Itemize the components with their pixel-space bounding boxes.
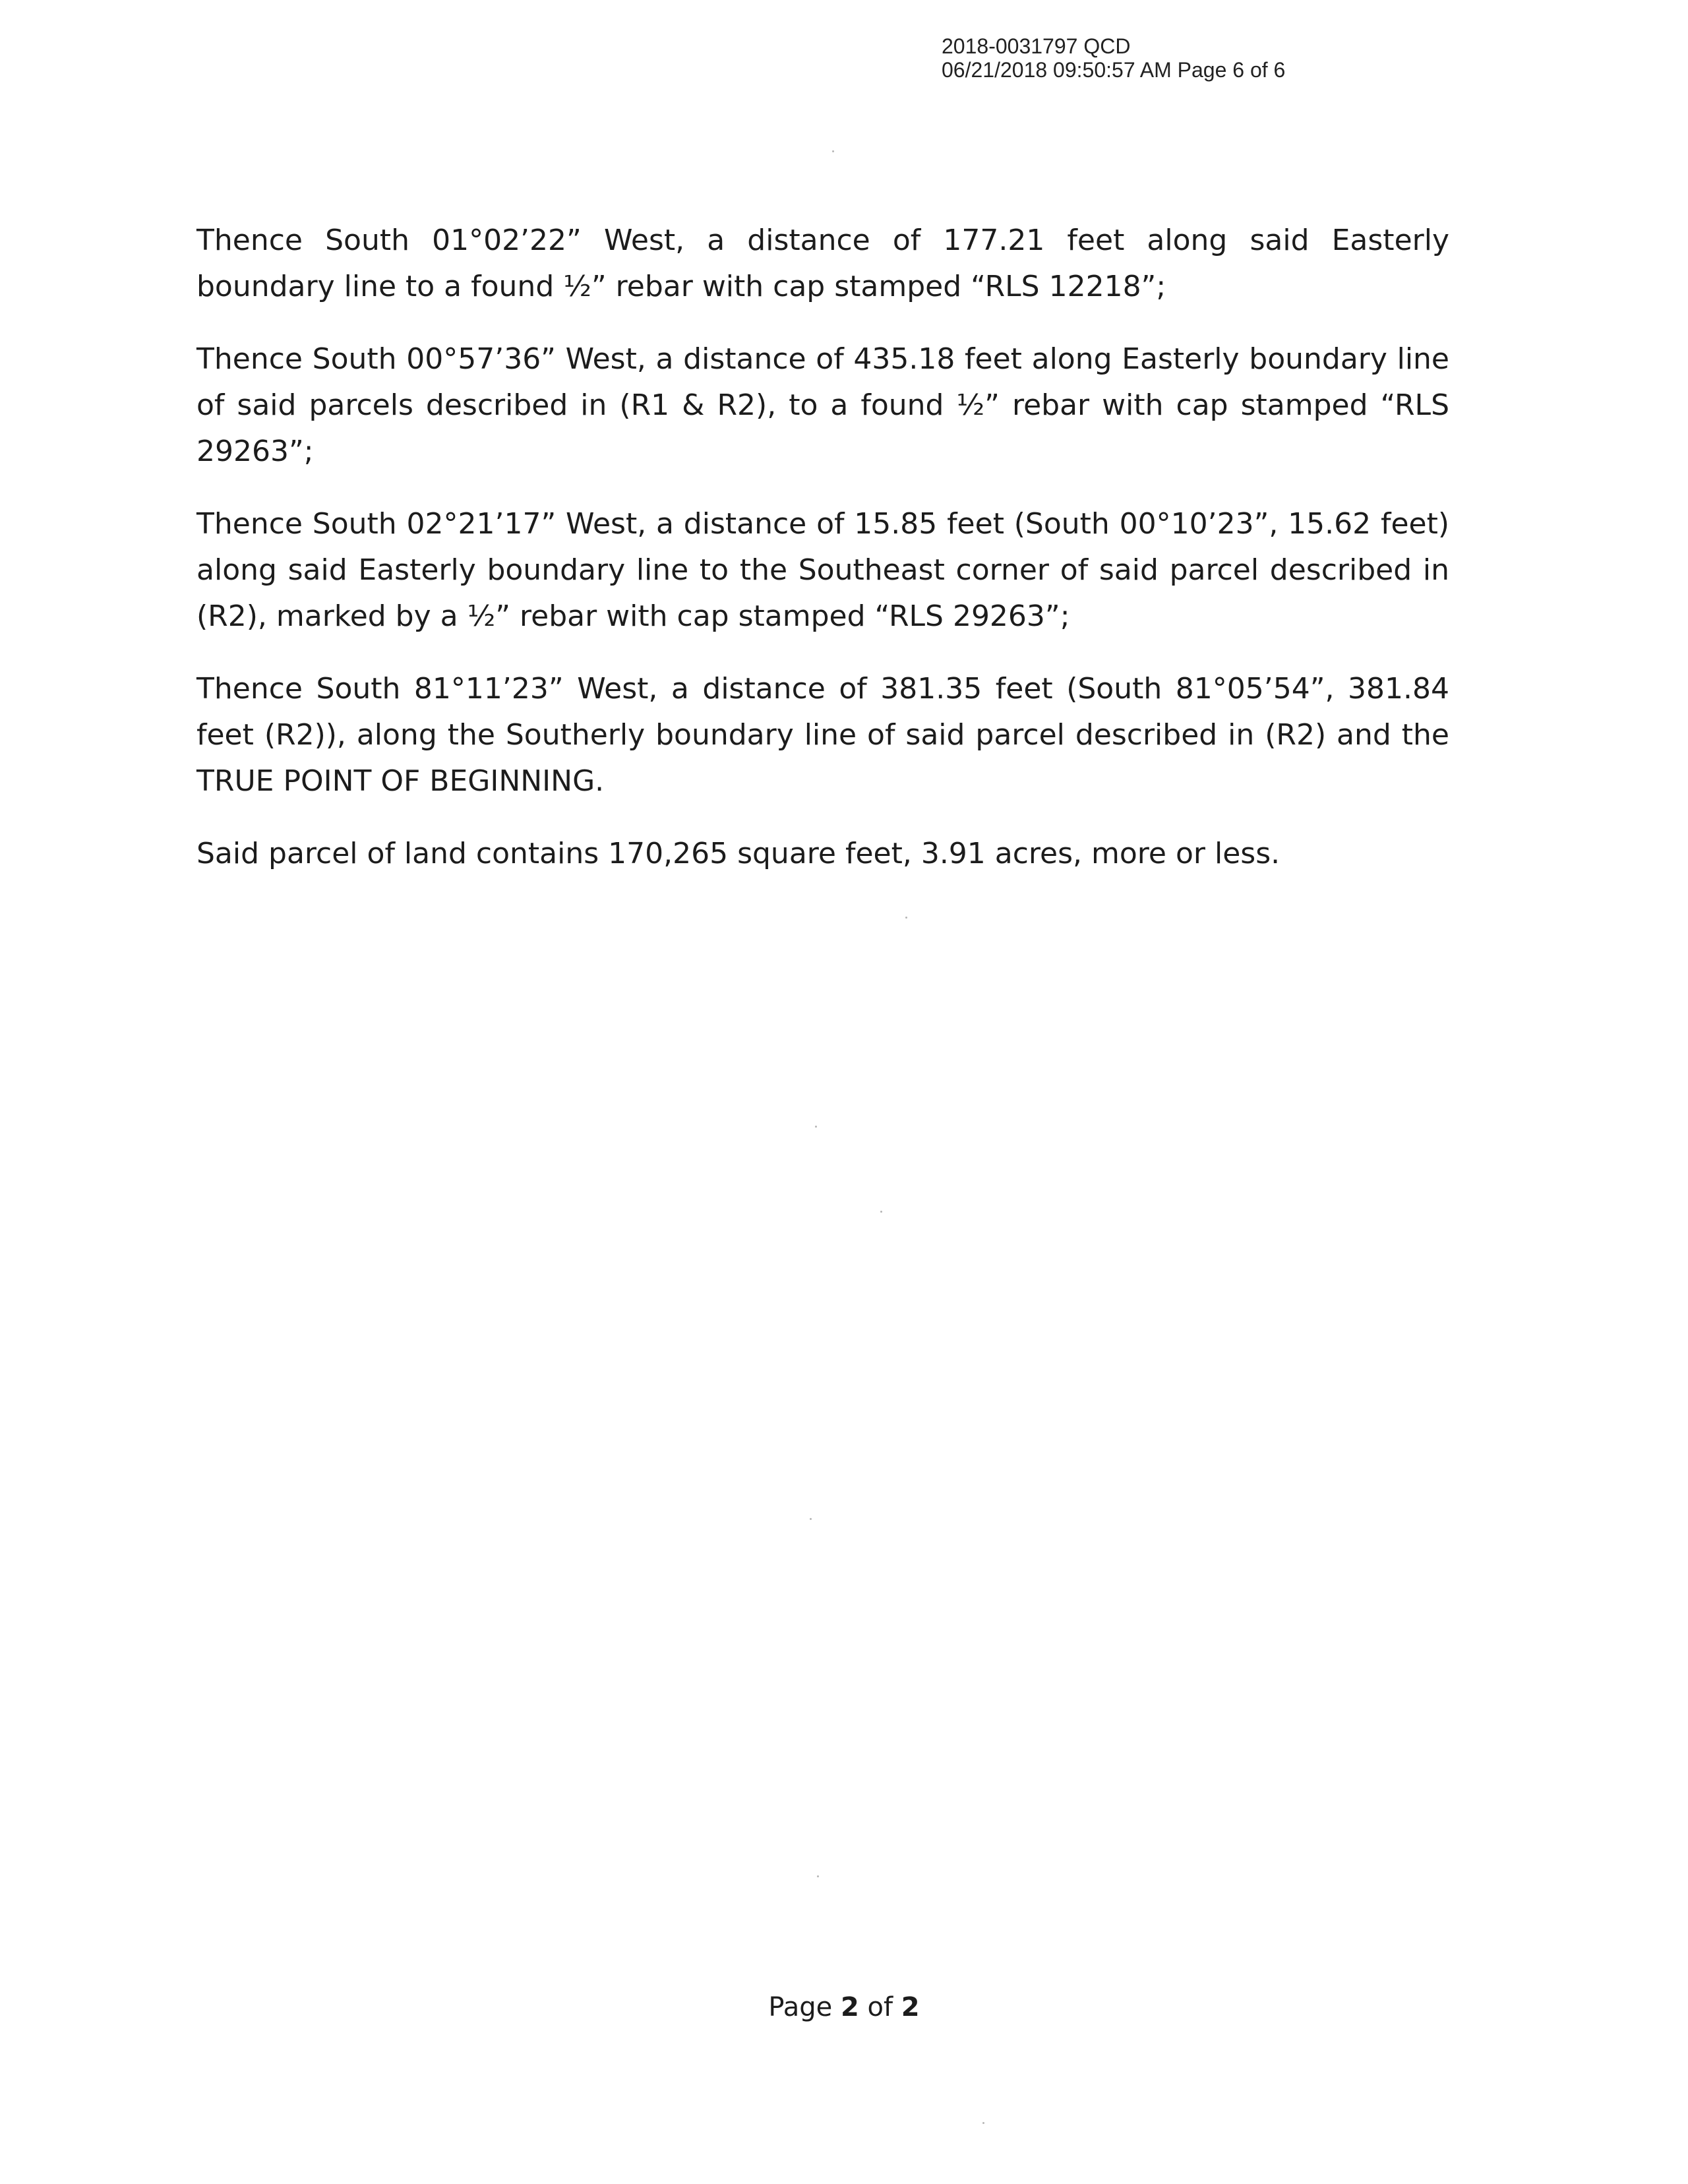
page-footer [0,1991,1688,2023]
scan-speck [880,1211,882,1213]
footer-total-pages: 2 [901,1992,920,2022]
paragraph-area-summary: Said parcel of land contains 170,265 square feet, 3.91 acres, more or less. [196,837,1281,870]
recording-timestamp: 06/21/2018 09:50:57 AM Page 6 of 6 [942,58,1286,82]
scan-speck [817,1875,819,1877]
scan-speck [815,1126,817,1128]
paragraph-course-1: Thence South 01°02’22” West, a distance of 177.21 feet along said Easterly boundary line to a found ½” rebar with cap stamped “RLS 12218”; [196,224,1449,303]
paragraph-course-3: Thence South 02°21’17” West, a distance of 15.85 feet (South 00°10’23”, 15.62 feet) along said Easterly boundary line to the Southeast corner of said parcel described in (R2), marked by a ½” rebar with cap stamped “RLS 29263”; [196,507,1449,633]
footer-prefix: Page [768,1992,841,2022]
scan-speck [982,2122,984,2124]
scan-speck [810,1518,812,1520]
recording-stamp [942,34,1285,82]
paragraph-course-4: Thence South 81°11’23” West, a distance of 381.35 feet (South 81°05’54”, 381.84 feet (R2)), along the Southerly boundary line of said parcel described in (R2) and the TRUE POINT OF BEGINNING. [196,672,1449,798]
recording-number: 2018-0031797 QCD [942,34,1131,58]
scan-speck [832,150,834,152]
paragraph-course-2: Thence South 00°57’36” West, a distance of 435.18 feet along Easterly boundary line of said parcels described in (R1 & R2), to a found ½” rebar with cap stamped “RLS 29263”; [196,342,1449,468]
footer-current-page: 2 [840,1992,859,2022]
footer-middle: of [859,1992,901,2022]
scan-speck [905,917,907,919]
legal-description [196,218,1449,877]
